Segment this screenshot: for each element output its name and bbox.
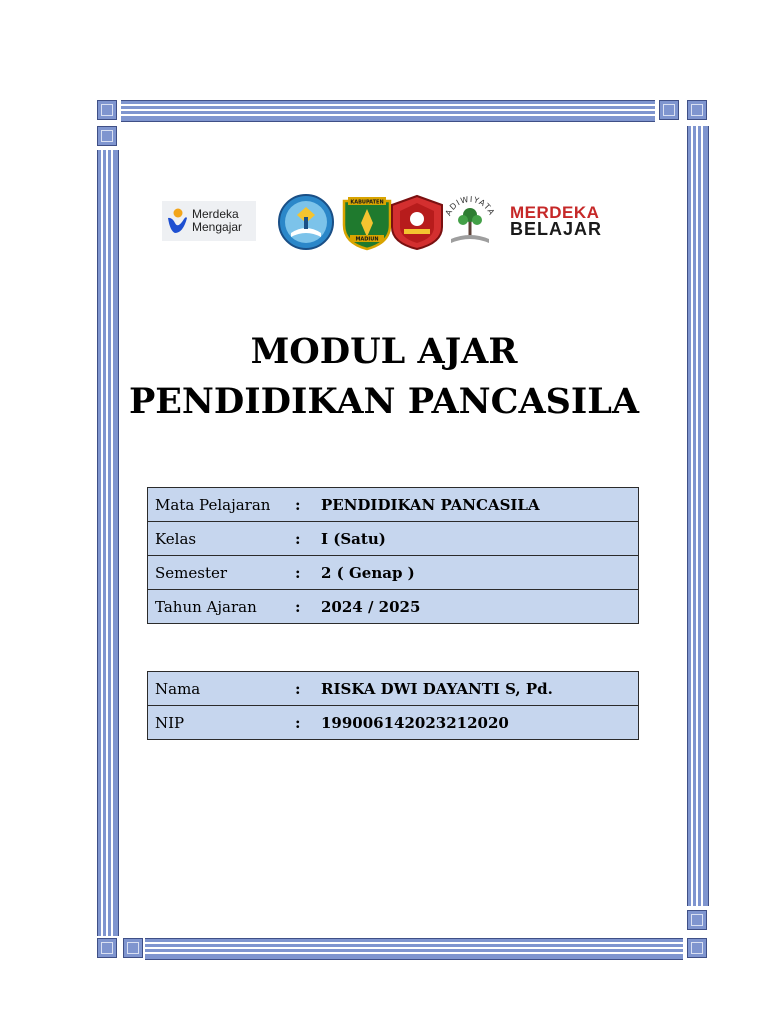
course-info-table xyxy=(147,487,639,624)
merdeka-belajar-line1: MERDEKA xyxy=(510,203,600,222)
row-label: Kelas xyxy=(148,522,296,556)
row-label: Semester xyxy=(148,556,296,590)
row-colon: : xyxy=(295,488,321,522)
row-label: Mata Pelajaran xyxy=(148,488,296,522)
row-colon: : xyxy=(295,672,321,706)
row-colon: : xyxy=(295,522,321,556)
madiun-text: MADIUN xyxy=(355,236,379,243)
kabupaten-text: KABUPATEN xyxy=(350,199,384,206)
row-value: PENDIDIKAN PANCASILA xyxy=(321,488,639,522)
row-value: 199006142023212020 xyxy=(321,706,639,740)
merdeka-mengajar-logo xyxy=(162,201,256,241)
row-label: NIP xyxy=(148,706,296,740)
table-row xyxy=(148,488,639,522)
title-line-1: MODUL AJAR xyxy=(250,331,518,372)
corner-square xyxy=(687,910,707,930)
row-label: Tahun Ajaran xyxy=(148,590,296,624)
title-line-2: PENDIDIKAN PANCASILA xyxy=(128,381,640,422)
row-colon: : xyxy=(295,706,321,740)
merdeka-belajar-logo xyxy=(510,204,602,238)
row-colon: : xyxy=(295,556,321,590)
table-row xyxy=(148,706,639,740)
corner-square xyxy=(97,100,117,120)
tut-wuri-handayani-emblem xyxy=(277,193,335,251)
corner-square xyxy=(687,100,707,120)
row-colon: : xyxy=(295,590,321,624)
merdeka-mengajar-text: Merdeka Mengajar xyxy=(192,207,243,234)
row-value: RISKA DWI DAYANTI S, Pd. xyxy=(321,672,639,706)
logo-row xyxy=(160,193,610,253)
table-row xyxy=(148,522,639,556)
corner-square xyxy=(659,100,679,120)
school-emblem xyxy=(388,193,446,251)
border-top xyxy=(121,100,655,122)
document-title xyxy=(0,327,768,427)
row-value: 2 ( Genap ) xyxy=(321,556,639,590)
teacher-info-table xyxy=(147,671,639,740)
row-value: 2024 / 2025 xyxy=(321,590,639,624)
table-row xyxy=(148,590,639,624)
adiwiyata-text: ADIWIYATA xyxy=(443,194,497,218)
border-left xyxy=(97,150,119,936)
corner-square xyxy=(97,938,117,958)
adiwiyata-emblem xyxy=(441,193,499,251)
corner-square xyxy=(97,126,117,146)
border-right xyxy=(687,126,709,906)
merdeka-mengajar-icon xyxy=(166,207,188,235)
corner-square xyxy=(687,938,707,958)
corner-square xyxy=(123,938,143,958)
merdeka-belajar-line2: BELAJAR xyxy=(510,219,603,239)
table-row xyxy=(148,672,639,706)
table-row xyxy=(148,556,639,590)
row-value: I (Satu) xyxy=(321,522,639,556)
row-label: Nama xyxy=(148,672,296,706)
border-bottom xyxy=(145,938,683,960)
